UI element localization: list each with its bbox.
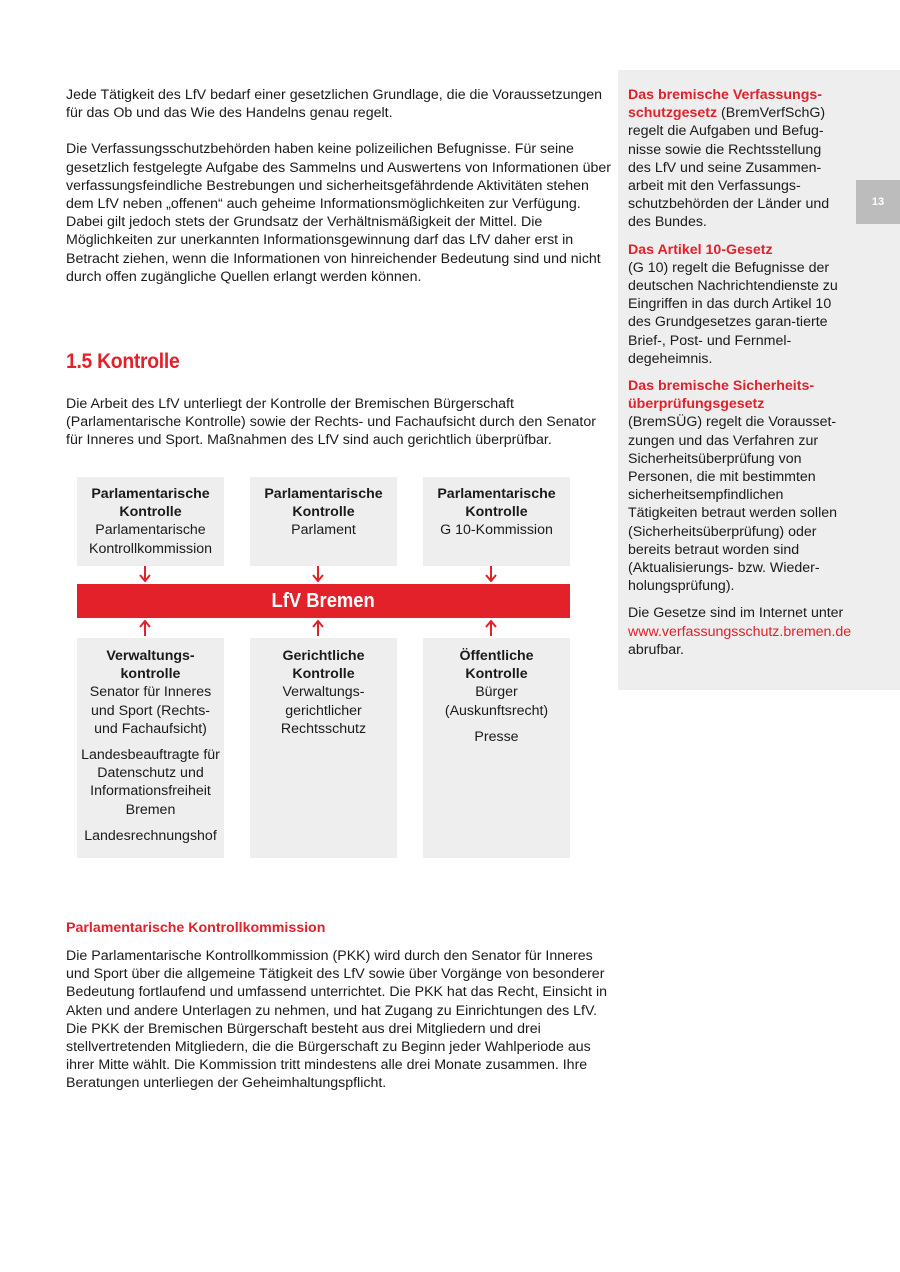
sidebar-law-g10 (628, 241, 848, 368)
sidebar-law-bremsueg (628, 377, 848, 595)
arrow-down-icon (312, 566, 324, 582)
arrow-down-icon (139, 566, 151, 582)
top-box-line: Parlament (291, 522, 356, 539)
bottom-box-line: Landesrechnungshof (84, 827, 217, 844)
top-box-line: Parlamentarische Kontrollkommission (89, 522, 212, 557)
sidebar-law-title: Das bremische Verfassungs-schutzgesetz (628, 87, 822, 122)
sidebar-note-text: Die Gesetze sind im Internet unter (628, 605, 844, 622)
sidebar-law-verfschg (628, 86, 848, 232)
arrow-up-icon (139, 620, 151, 636)
top-box-title: Parlamentarische Kontrolle (437, 486, 556, 521)
bottom-box-title: Verwaltungs-kontrolle (106, 648, 195, 683)
sidebar-note-text: abrufbar. (628, 641, 685, 658)
lfv-bremen-bar (77, 584, 570, 618)
sidebar-note (628, 604, 852, 659)
sidebar-law-text: (G 10) regelt die Befugnisse der deutschen Nachrichtendienste zu Eingriffen in das durch Artikel 10 des Grundgesetzes garan-tierte Brief-, Post- und Fernmel-degeheimnis. (628, 259, 838, 367)
intro-paragraph-1: Jede Tätigkeit des LfV bedarf einer gesetzlichen Grundlage, die die Voraussetzungen für das Ob und das Wie des Handelns genau regelt. (66, 87, 603, 122)
top-box-title: Parlamentarische Kontrolle (264, 486, 383, 521)
section-paragraph: Die Arbeit des LfV unterliegt der Kontrolle der Bremischen Bürgerschaft (Parlamentarische Kontrolle) sowie der Rechts- und Fachaufsicht durch den Senator für Inneres und Sport. Maßnahmen des LfV sind auch gerichtlich überprüfbar. (66, 396, 596, 449)
sidebar-panel (618, 70, 900, 690)
arrow-up-icon (485, 620, 497, 636)
bottom-box-line: Presse (474, 728, 519, 745)
arrow-up-icon (312, 620, 324, 636)
pkk-paragraph: Die Parlamentarische Kontrollkommission (PKK) wird durch den Senator für Inneres und Sport über die allgemeine Tätigkeit des LfV sowie über Vorgänge von besonderer Bedeutung fortlaufend und umfassend unterrichtet. Die PKK hat das Recht, Einsicht in Akten und andere Unterlagen zu nehmen, und hat Zugang zu Einrichtungen des LfV. Die PKK der Bremischen Bürgerschaft besteht aus drei Mitgliedern und drei stellvertretenden Mitgliedern, die die Bürgerschaft zu Beginn jeder Wahlperiode aus ihrer Mitte wählt. Die Kommission tritt mindestens alle drei Monate zusammen. Ihre Beratungen unterliegen der Geheimhaltungspflicht. (66, 948, 608, 1092)
bottom-box-line: Senator für Inneres und Sport (Rechts- und Fachaufsicht) (89, 684, 212, 737)
pkk-heading: Parlamentarische Kontrollkommission (66, 920, 326, 936)
top-box-parlament (250, 477, 397, 566)
page-number-tab (856, 180, 900, 224)
bottom-box-title: Öffentliche Kontrolle (459, 648, 534, 683)
bottom-box-oeffentlich (423, 638, 570, 858)
sidebar-law-title: Das Artikel 10-Gesetz (628, 241, 773, 258)
bottom-box-line: Verwaltungs-gerichtlicher Rechtsschutz (280, 684, 367, 737)
bottom-box-title: Gerichtliche Kontrolle (282, 648, 365, 683)
top-box-title: Parlamentarische Kontrolle (91, 486, 210, 521)
intro-paragraph-2: Die Verfassungsschutzbehörden haben keine polizeilichen Befugnisse. Für seine gesetzlich festgelegte Aufgabe des Sammelns und Auswertens von Informationen über verfassungsfeindliche Bestrebungen und sicherheitsgefährdende Aktivitäten stehen dem LfV neben „offenen“ auch geheime Informationsmöglichkeiten zur Verfügung. Dabei gilt jedoch stets der Grundsatz der Verhältnismäßigkeit der Mittel. Die Möglichkeiten zur unerkannten Informationsgewinnung darf das LfV daher erst in Betracht ziehen, wenn die Informationen von hinreichender Bedeutung sind und nicht durch offen zugängliche Quellen erlangt werden können. (66, 141, 611, 285)
sidebar-law-text: (BremVerfSchG) regelt die Aufgaben und Befug-nisse sowie die Rechtsstellung des LfV und seine Zusammen-arbeit mit den Verfassungs-schutzbehörden der Länder und des Bundes. (628, 105, 830, 231)
lfv-bremen-label: LfV Bremen (271, 589, 376, 612)
sidebar-law-text: (BremSÜG) regelt die Vorausset-zungen und das Verfahren zur Sicherheitsüberprüfung von Personen, die mit bestimmten sicherheitsempfindlichen Tätigkeiten betraut werden sollen (Sicherheitsüberprüfung) oder bereits betraut worden sind (Aktualisierungs- bzw. Wieder-holungsprüfung). (628, 414, 837, 595)
bottom-box-line: Landesbeauftragte für Datenschutz und Informationsfreiheit Bremen (81, 747, 220, 818)
sidebar-law-title: Das bremische Sicherheits-überprüfungsgesetz (628, 378, 815, 413)
main-column (66, 86, 616, 304)
top-box-line: G 10-Kommission (440, 522, 553, 539)
bottom-box-gericht (250, 638, 397, 858)
sidebar-website-link[interactable]: www.verfassungsschutz.bremen.de (628, 623, 852, 640)
top-box-pkk (77, 477, 224, 566)
section-heading: 1.5 Kontrolle (66, 350, 180, 373)
top-box-g10 (423, 477, 570, 566)
bottom-box-verwaltung (77, 638, 224, 858)
bottom-box-line: Bürger (Auskunftsrecht) (444, 684, 549, 719)
arrow-down-icon (485, 566, 497, 582)
page-number: 13 (871, 196, 885, 208)
